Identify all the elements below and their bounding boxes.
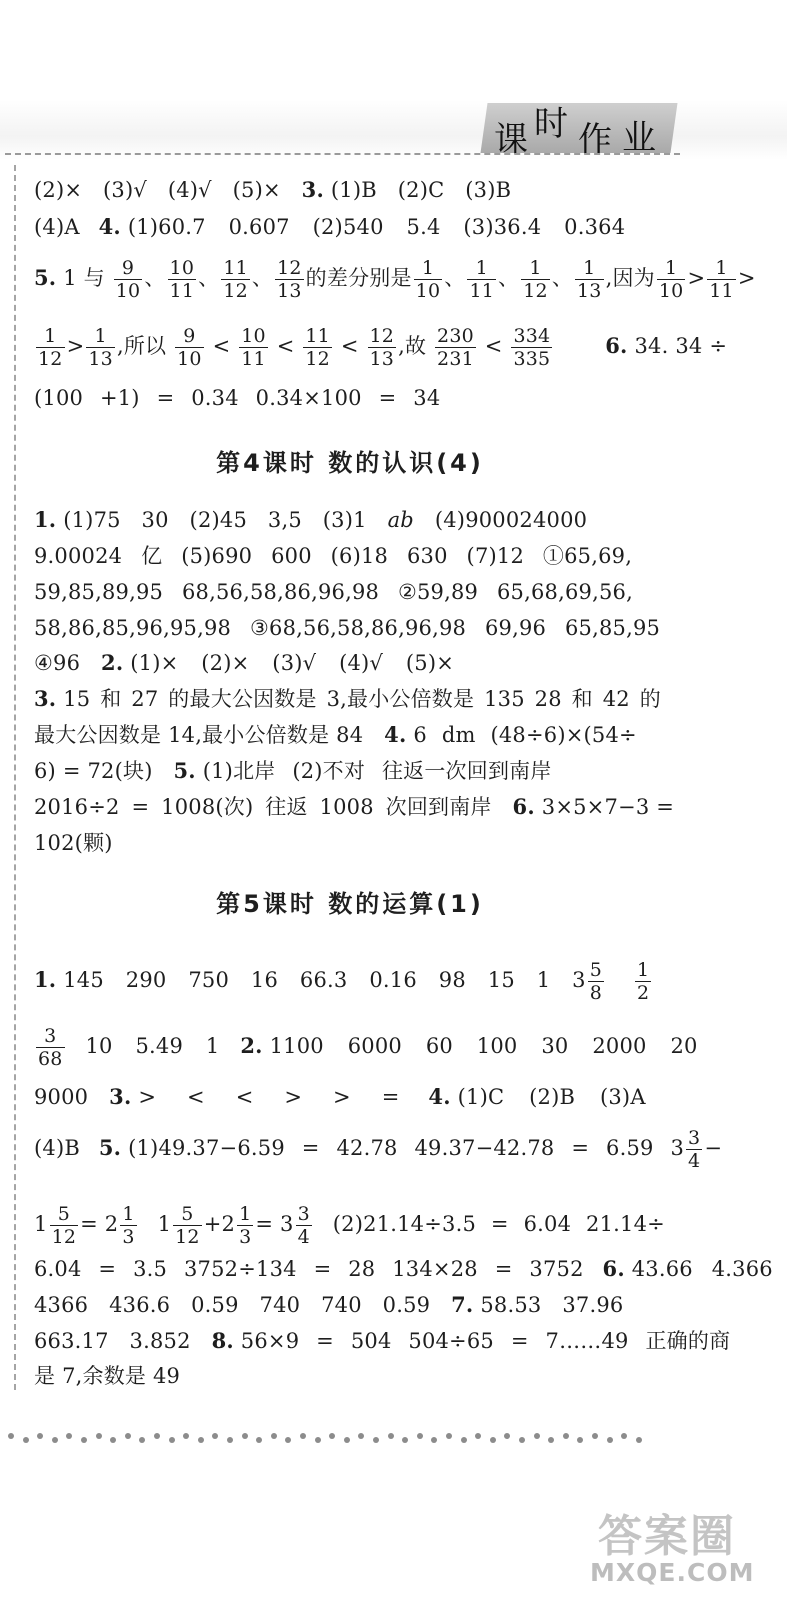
denominator: 2 <box>636 982 650 1004</box>
answer-line <box>34 1083 646 1111</box>
question-number: 4. <box>384 722 407 747</box>
decorative-dot <box>285 1437 291 1443</box>
question-number: 3. <box>301 177 324 202</box>
fraction <box>707 257 736 302</box>
header-divider <box>5 153 680 155</box>
decorative-dot <box>402 1437 408 1443</box>
answer-text: 是 7,余数是 49 <box>34 1364 181 1388</box>
answer-line <box>34 506 587 534</box>
answer-text: ④96 <box>34 651 81 675</box>
answer-line <box>34 1255 773 1283</box>
answer-text: (1)× (2)× (3)√ (4)√ (5)× <box>130 651 455 675</box>
decorative-dot <box>154 1433 160 1439</box>
denominator: 11 <box>709 280 734 302</box>
decorative-dot <box>431 1437 437 1443</box>
numerator: 1 <box>657 257 686 280</box>
numerator: 10 <box>169 257 195 279</box>
question-number: 8. <box>211 1328 234 1353</box>
answer-line: $\frac{1}{12}$ > $\frac{1}{13}$ ,所以 $\frac{9}{10}$ < $\frac{10}{11}$ < $\frac{11}{12}$ < $\frac{12}{13}$ ,故 $\frac{230}{231}$ < $\frac{334}{335}$ 6. 34. 34 ÷ <box>38 325 728 370</box>
watermark-logo: 答案圈 <box>598 1511 736 1562</box>
answer-text: 6 dm (48÷6)×(54÷ <box>413 723 637 747</box>
numerator: 11 <box>223 257 248 279</box>
answer-text: ,故 <box>398 334 427 358</box>
answer-text: 6) = 72(块) <box>34 759 153 783</box>
fraction <box>86 325 115 370</box>
answer-line <box>34 176 511 204</box>
numerator: 230 <box>437 325 474 347</box>
numerator: 1 <box>707 257 736 280</box>
fraction <box>635 959 651 1004</box>
answer-line <box>34 1194 665 1254</box>
denominator: 13 <box>277 280 302 302</box>
question-number: 1. <box>34 967 57 992</box>
fraction <box>303 325 332 370</box>
numerator: 1 <box>36 325 65 348</box>
decorative-dot <box>592 1433 598 1439</box>
denominator: 12 <box>175 1226 200 1248</box>
decorative-dot <box>475 1433 481 1439</box>
denominator: 10 <box>658 280 684 302</box>
decorative-dot <box>534 1433 540 1439</box>
question-number: 1. <box>34 507 57 532</box>
denominator: 13 <box>577 280 602 302</box>
question-number: 6. <box>602 1256 625 1281</box>
denominator: 10 <box>415 280 441 302</box>
answer-line <box>34 578 633 606</box>
answer-text: 1 与 <box>63 266 105 290</box>
fraction <box>50 1203 79 1248</box>
denominator: 12 <box>305 348 330 370</box>
fraction <box>414 257 443 302</box>
question-number: 3. <box>109 1084 132 1109</box>
answer-line <box>34 1291 623 1319</box>
question-number: 4. <box>428 1084 451 1109</box>
numerator: 1 <box>575 257 604 280</box>
watermark <box>590 1500 780 1590</box>
denominator: 4 <box>297 1226 310 1248</box>
decorative-dot <box>504 1433 510 1439</box>
denominator: 12 <box>523 280 548 302</box>
decorative-dot <box>577 1437 583 1443</box>
question-number: 7. <box>451 1292 474 1317</box>
answer-line <box>34 829 113 857</box>
question-number: 6. <box>512 794 535 819</box>
decorative-dot <box>37 1433 43 1439</box>
fraction <box>36 325 65 370</box>
section-title: 第5课时 数的运算(1) <box>216 890 484 918</box>
numerator: 334 <box>513 325 551 347</box>
decorative-dot <box>329 1433 335 1439</box>
decorative-dot <box>23 1437 29 1443</box>
decorative-dot <box>66 1433 72 1439</box>
answer-line <box>34 1016 698 1076</box>
fraction <box>175 325 204 370</box>
answer-text: = 2 <box>80 1212 119 1236</box>
answer-text: 56×9 = 504 504÷65 = 7……49 正确的商 <box>240 1329 731 1353</box>
decorative-dot <box>300 1433 306 1439</box>
answer-text: (4)A <box>34 215 80 239</box>
answer-text: 9000 <box>34 1085 89 1109</box>
numerator: 12 <box>369 325 395 347</box>
answer-text: (2)21.14÷3.5 = 6.04 21.14÷ <box>332 1212 665 1236</box>
decorative-dot <box>8 1433 14 1439</box>
answer-text: = 3 <box>255 1212 294 1236</box>
decorative-dot <box>563 1433 569 1439</box>
answer-text: 59,85,89,95 68,56,58,86,96,98 ②59,89 65,68,69,56, <box>34 580 633 604</box>
question-number: 3. <box>34 686 57 711</box>
fraction <box>435 325 476 370</box>
fraction <box>36 1025 65 1070</box>
numerator: 12 <box>277 257 302 279</box>
decorative-dot <box>125 1433 131 1439</box>
answer-line <box>34 1327 730 1355</box>
answer-line <box>34 614 660 642</box>
decorative-dot <box>52 1437 58 1443</box>
answer-line <box>34 950 653 1010</box>
answer-line: (4)B 5. (1)49.37−6.59 = 42.78 49.37−42.78 = 6.59 3 $\frac{3}{4}$ − <box>34 1127 723 1172</box>
decorative-dot <box>271 1433 277 1439</box>
answer-text: ,因为 <box>605 266 655 290</box>
answer-text: 3×5×7−3 = <box>541 795 675 819</box>
decorative-dot <box>388 1433 394 1439</box>
numerator: 9 <box>175 325 204 348</box>
answer-text: 4366 436.6 0.59 740 740 0.59 <box>34 1293 431 1317</box>
left-margin-rule <box>14 165 16 1390</box>
fraction <box>173 1203 202 1248</box>
answer-text: +2 <box>203 1212 236 1236</box>
numerator: 3 <box>36 1025 65 1048</box>
fraction <box>114 257 143 302</box>
numerator: 1 <box>414 257 443 280</box>
decorative-dot <box>636 1437 642 1443</box>
header-title-char: 时 <box>534 104 568 144</box>
answer-text: 1 <box>157 1212 172 1236</box>
decorative-dot <box>446 1433 452 1439</box>
decorative-dot <box>519 1437 525 1443</box>
decorative-dot <box>607 1437 613 1443</box>
header-title-char: 业 <box>622 118 656 158</box>
denominator: 13 <box>88 348 113 370</box>
answer-text: (1)60.7 0.607 (2)540 5.4 (3)36.4 0.364 <box>127 215 626 239</box>
denominator: 8 <box>589 982 603 1004</box>
answer-text: 15 和 27 的最大公因数是 3,最小公倍数是 135 28 和 42 的 <box>63 687 661 711</box>
denominator: 231 <box>437 348 474 370</box>
fraction <box>588 959 604 1004</box>
decorative-dot <box>358 1433 364 1439</box>
decorative-dot <box>315 1437 321 1443</box>
fraction <box>368 325 397 370</box>
fraction <box>275 257 304 302</box>
denominator: 11 <box>241 348 266 370</box>
answer-line: 5. 1 与 $\frac{9}{10}$ 、 $\frac{10}{11}$ 、 $\frac{11}{12}$ 、 $\frac{12}{13}$ 的差分别是 $\frac{1}{10}$ 、 $\frac{1}{11}$ 、 $\frac{1}{12}$ 、 $\frac{1}{13}$ ,因为 $\frac{1}{10}$ > $\frac{1}{11}$ > <box>34 257 756 302</box>
answer-text: (4)900024000 <box>434 508 588 532</box>
decorative-dot <box>461 1437 467 1443</box>
fraction <box>521 257 550 302</box>
answer-text: (1)C (2)B (3)A <box>457 1085 646 1109</box>
decorative-dot <box>548 1437 554 1443</box>
fraction <box>657 257 686 302</box>
answer-line <box>34 721 637 749</box>
fraction <box>237 1203 253 1248</box>
fraction <box>168 257 197 302</box>
denominator: 12 <box>51 1226 77 1248</box>
fraction <box>296 1203 312 1248</box>
question-number: 5. <box>173 758 196 783</box>
answer-line <box>34 685 661 713</box>
numerator: 5 <box>173 1203 202 1226</box>
fraction <box>467 257 496 302</box>
decorative-dot <box>227 1437 233 1443</box>
decorative-dot <box>621 1433 627 1439</box>
fraction <box>511 325 552 370</box>
numerator: 5 <box>589 959 603 981</box>
fraction <box>120 1203 136 1248</box>
decorative-dot <box>417 1433 423 1439</box>
decorative-dot <box>373 1437 379 1443</box>
answer-text: 最大公因数是 14,最小公倍数是 84 <box>34 723 364 747</box>
answer-text: 1100 6000 60 100 30 2000 20 <box>269 1034 698 1058</box>
answer-text: (1)49.37−6.59 = 42.78 49.37−42.78 = 6.59 3 <box>128 1136 685 1160</box>
answer-line <box>34 649 454 677</box>
question-number: 5. <box>34 265 57 290</box>
question-number: 2. <box>101 650 124 675</box>
answer-text: 43.66 4.366 <box>631 1257 773 1281</box>
denominator: 10 <box>177 348 202 370</box>
answer-text: (1)75 30 (2)45 3,5 (3)1 <box>63 508 367 532</box>
answer-text: ,所以 <box>116 334 167 358</box>
denominator: 11 <box>469 280 495 302</box>
question-number: 5. <box>98 1135 122 1160</box>
fraction <box>686 1127 702 1172</box>
question-number: 4. <box>98 214 121 239</box>
fraction <box>239 325 268 370</box>
numerator: 5 <box>50 1203 79 1226</box>
decorative-dot <box>96 1433 102 1439</box>
answer-text: 58.53 37.96 <box>480 1293 624 1317</box>
decorative-dot <box>212 1433 218 1439</box>
decorative-dot <box>490 1437 496 1443</box>
decorative-dot <box>81 1437 87 1443</box>
numerator: 1 <box>521 257 550 280</box>
decorative-dot <box>344 1437 350 1443</box>
decorative-dot <box>198 1437 204 1443</box>
numerator: 1 <box>467 257 496 280</box>
answer-text: ab <box>387 508 414 532</box>
numerator: 1 <box>86 325 115 348</box>
denominator: 3 <box>122 1226 135 1248</box>
denominator: 12 <box>223 280 248 302</box>
answer-text: (2)× (3)√ (4)√ (5)× <box>34 178 281 202</box>
answer-text: 58,86,85,96,95,98 ③68,56,58,86,96,98 69,96 65,85,95 <box>34 616 661 640</box>
numerator: 3 <box>688 1127 701 1149</box>
decorative-dot <box>256 1437 262 1443</box>
answer-text: 的差分别是 <box>305 266 412 290</box>
decorative-dot <box>110 1437 116 1443</box>
decorative-dot <box>242 1433 248 1439</box>
denominator: 11 <box>169 280 195 302</box>
denominator: 335 <box>513 348 551 370</box>
answer-text: (1)北岸 (2)不对 往返一次回到南岸 <box>202 759 552 783</box>
fraction <box>575 257 604 302</box>
denominator: 12 <box>38 348 63 370</box>
denominator: 68 <box>38 1048 63 1070</box>
denominator: 13 <box>369 348 395 370</box>
numerator: 1 <box>636 959 650 981</box>
numerator: 3 <box>297 1203 310 1225</box>
answer-text: 34. 34 ÷ <box>634 334 728 358</box>
answer-text: 102(颗) <box>34 831 113 855</box>
decorative-dot <box>183 1433 189 1439</box>
denominator: 10 <box>115 280 141 302</box>
numerator: 1 <box>122 1203 135 1225</box>
answer-text: 1 <box>34 1212 48 1236</box>
answer-text: (1)B (2)C (3)B <box>330 178 512 202</box>
answer-text: (100 +1) = 0.34 0.34×100 = 34 <box>34 386 441 410</box>
answer-text: (4)B <box>34 1136 80 1160</box>
answer-text: 6.04 = 3.5 3752÷134 = 28 134×28 = 3752 <box>34 1257 584 1281</box>
answer-text: 10 5.49 1 <box>85 1034 220 1058</box>
denominator: 4 <box>688 1150 701 1172</box>
decorative-dots <box>0 1430 787 1444</box>
answer-text: 9.00024 亿 (5)690 600 (6)18 630 (7)12 ①65,69, <box>34 544 633 568</box>
answer-line <box>34 384 440 412</box>
numerator: 10 <box>241 325 266 347</box>
fraction <box>221 257 250 302</box>
question-number: 2. <box>240 1033 263 1058</box>
numerator: 9 <box>114 257 143 280</box>
answer-line <box>34 213 625 241</box>
denominator: 3 <box>239 1226 252 1248</box>
header-title-char: 课 <box>494 120 528 160</box>
numerator: 11 <box>305 325 330 347</box>
question-number: 6. <box>605 333 628 358</box>
numerator: 1 <box>239 1203 252 1225</box>
decorative-dot <box>139 1437 145 1443</box>
header-title-char: 作 <box>578 120 612 160</box>
section-title: 第4课时 数的认识(4) <box>216 449 484 477</box>
answer-text: 663.17 3.852 <box>34 1329 191 1353</box>
watermark-site: MXQE.COM <box>590 1558 755 1587</box>
answer-line <box>34 757 552 785</box>
answer-line <box>34 1362 180 1390</box>
decorative-dot <box>169 1437 175 1443</box>
answer-text: 145 290 750 16 66.3 0.16 98 15 1 3 <box>63 968 586 992</box>
answer-line <box>34 542 632 570</box>
answer-text: > < < > > = <box>138 1085 400 1109</box>
answer-line <box>34 793 674 821</box>
answer-text: 2016÷2 = 1008(次) 往返 1008 次回到南岸 <box>34 795 492 819</box>
